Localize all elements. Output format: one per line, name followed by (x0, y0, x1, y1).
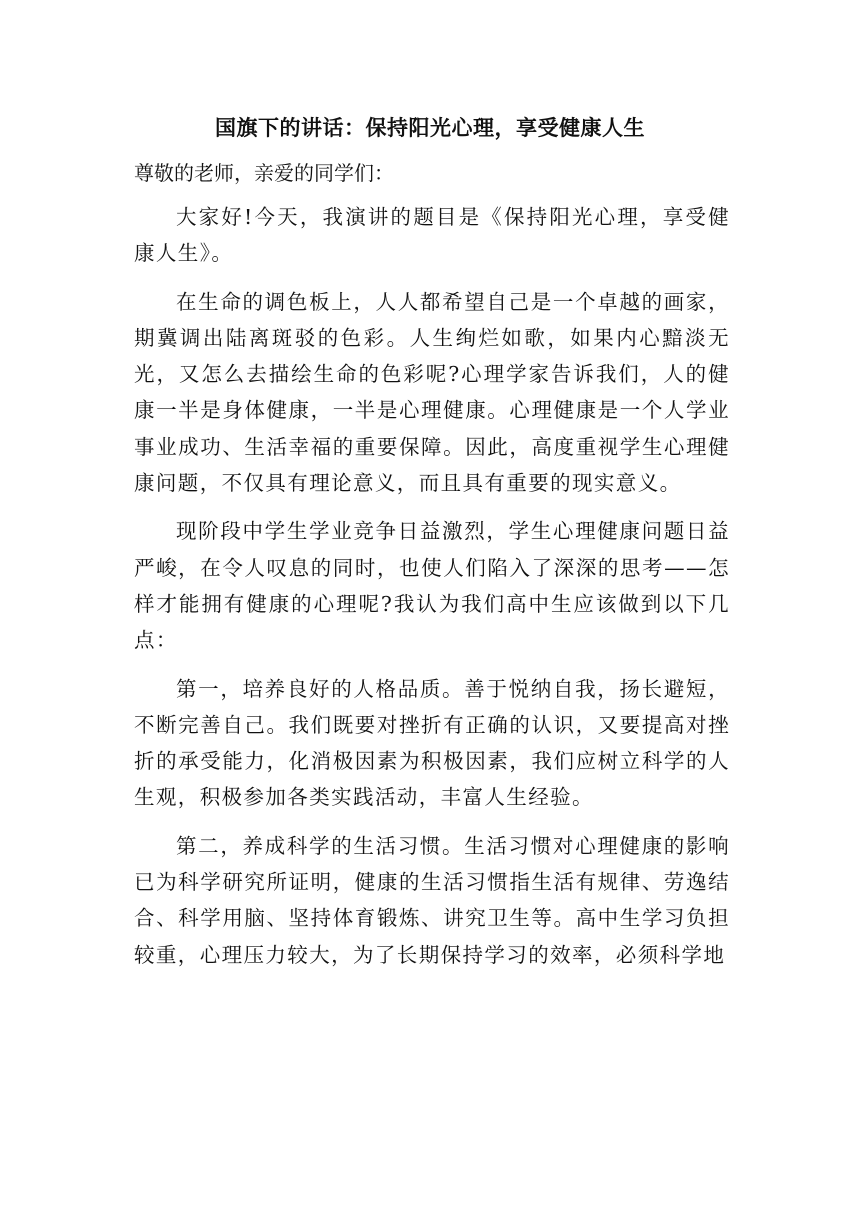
paragraph-current-situation: 现阶段中学生学业竞争日益激烈，学生心理健康问题日益严峻，在令人叹息的同时，也使人们陷入了深深的思考——怎样才能拥有健康的心理呢?我认为我们高中生应该做到以下几点： (134, 519, 730, 653)
paragraph-palette: 在生命的调色板上，人人都希望自己是一个卓越的画家，期冀调出陆离斑驳的色彩。人生绚烂如歌，如果内心黯淡无光，又怎么去描绘生命的色彩呢?心理学家告诉我们，人的健康一半是身体健康，一半是心理健康。心理健康是一个人学业事业成功、生活幸福的重要保障。因此，高度重视学生心理健康问题，不仅具有理论意义，而且具有重要的现实意义。 (134, 289, 730, 496)
document-body (134, 199, 730, 985)
document-title: 国旗下的讲话：保持阳光心理，享受健康人生 (215, 116, 645, 140)
greeting-line: 尊敬的老师，亲爱的同学们： (134, 161, 394, 185)
paragraph-point-one: 第一，培养良好的人格品质。善于悦纳自我，扬长避短，不断完善自己。我们既要对挫折有正确的认识，又要提高对挫折的承受能力，化消极因素为积极因素，我们应树立科学的人生观，积极参加各类实践活动，丰富人生经验。 (134, 676, 730, 810)
paragraph-point-two: 第二，养成科学的生活习惯。生活习惯对心理健康的影响已为科学研究所证明，健康的生活习惯指生活有规律、劳逸结合、科学用脑、坚持体育锻炼、讲究卫生等。高中生学习负担较重，心理压力较大，为了长期保持学习的效率，必须科学地 (134, 833, 730, 967)
paragraph-opening: 大家好!今天，我演讲的题目是《保持阳光心理，享受健康人生》。 (134, 205, 730, 266)
